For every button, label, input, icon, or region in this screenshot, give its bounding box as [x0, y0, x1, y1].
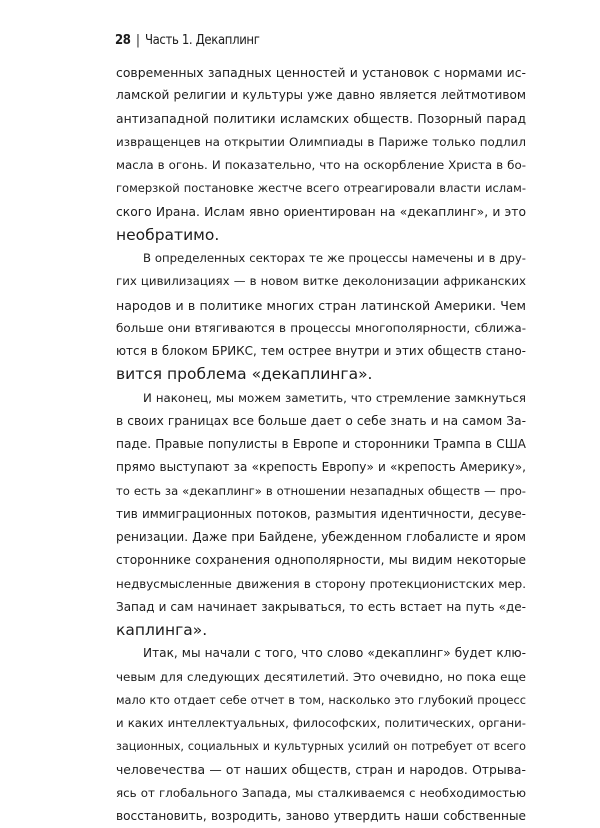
text-line: тив иммиграционных потоков, размытия идентичности, десуве-: [116, 506, 526, 521]
text-line: в своих границах все больше дает о себе знать и на самом За-: [116, 413, 526, 428]
text-line: современных западных ценностей и установок с нормами ис-: [116, 65, 526, 80]
text-line: И наконец, мы можем заметить, что стремление замкнуться: [143, 390, 526, 405]
text-line: ются в блоком БРИКС, тем острее внутри и этих обществ стано-: [116, 344, 526, 358]
text-line: гих цивилизациях — в новом витке деколонизации африканских: [116, 274, 526, 289]
text-line: антизападной политики исламских обществ. Позорный парад: [116, 111, 526, 126]
text-line: ламской религии и культуры уже давно является лейтмотивом: [116, 88, 526, 103]
text-line: паде. Правые популисты в Европе и сторонники Трампа в США: [116, 437, 526, 451]
running-header: [115, 33, 260, 48]
text-line: больше они втягиваются в процессы многополярности, сближа-: [116, 320, 526, 335]
text-line: вится проблема «декаплинга».: [116, 365, 373, 384]
chapter-title: Часть 1. Декаплинг: [144, 33, 260, 48]
text-line: масла в огонь. И показательно, что на оскорбление Христа в бо-: [116, 158, 526, 172]
header-separator: |: [135, 33, 140, 48]
page-number: 28: [115, 33, 131, 48]
text-line: ясь от глобального Запада, мы сталкиваемся с необходимостью: [116, 785, 526, 800]
text-line: чевым для следующих десятилетий. Это очевидно, но пока еще: [116, 669, 526, 684]
text-line: человечества — от наших обществ, стран и народов. Отрыва-: [116, 762, 526, 777]
text-line: ского Ирана. Ислам явно ориентирован на «декаплинг», и это: [116, 204, 526, 219]
text-line: гомерзкой постановке жестче всего отреагировали власти ислам-: [116, 181, 526, 196]
text-line: прямо выступают за «крепость Европу» и «крепость Америку»,: [116, 460, 526, 475]
text-line: стороннике сохранения однополярности, мы видим некоторые: [116, 553, 526, 568]
text-line: В определенных секторах те же процессы намечены и в дру-: [143, 251, 526, 265]
text-line: мало кто отдает себе отчет в том, насколько это глубокий процесс: [116, 692, 526, 707]
text-line: недвусмысленные движения в сторону протекционистских мер.: [116, 576, 526, 591]
text-line: ренизации. Даже при Байдене, убежденном глобалисте и яром: [116, 530, 526, 544]
body-text: [116, 61, 526, 828]
text-line: народов и в политике многих стран латинской Америки. Чем: [116, 297, 526, 313]
text-line: Итак, мы начали с того, что слово «декаплинг» будет клю-: [143, 646, 526, 661]
text-line: необратимо.: [116, 225, 220, 244]
text-line: то есть за «декаплинг» в отношении незападных обществ — про-: [116, 483, 526, 498]
text-line: извращенцев на открытии Олимпиады в Париже только подлил: [116, 134, 526, 149]
text-line: и каких интеллектуальных, философских, политических, органи-: [116, 716, 526, 730]
text-line: Запад и сам начинает закрываться, то есть встает на путь «де-: [116, 599, 526, 614]
text-line: каплинга».: [116, 621, 208, 639]
text-line: зационных, социальных и культурных усилий он потребует от всего: [116, 740, 526, 754]
text-line: восстановить, возродить, заново утвердить наши собственные: [116, 809, 526, 823]
